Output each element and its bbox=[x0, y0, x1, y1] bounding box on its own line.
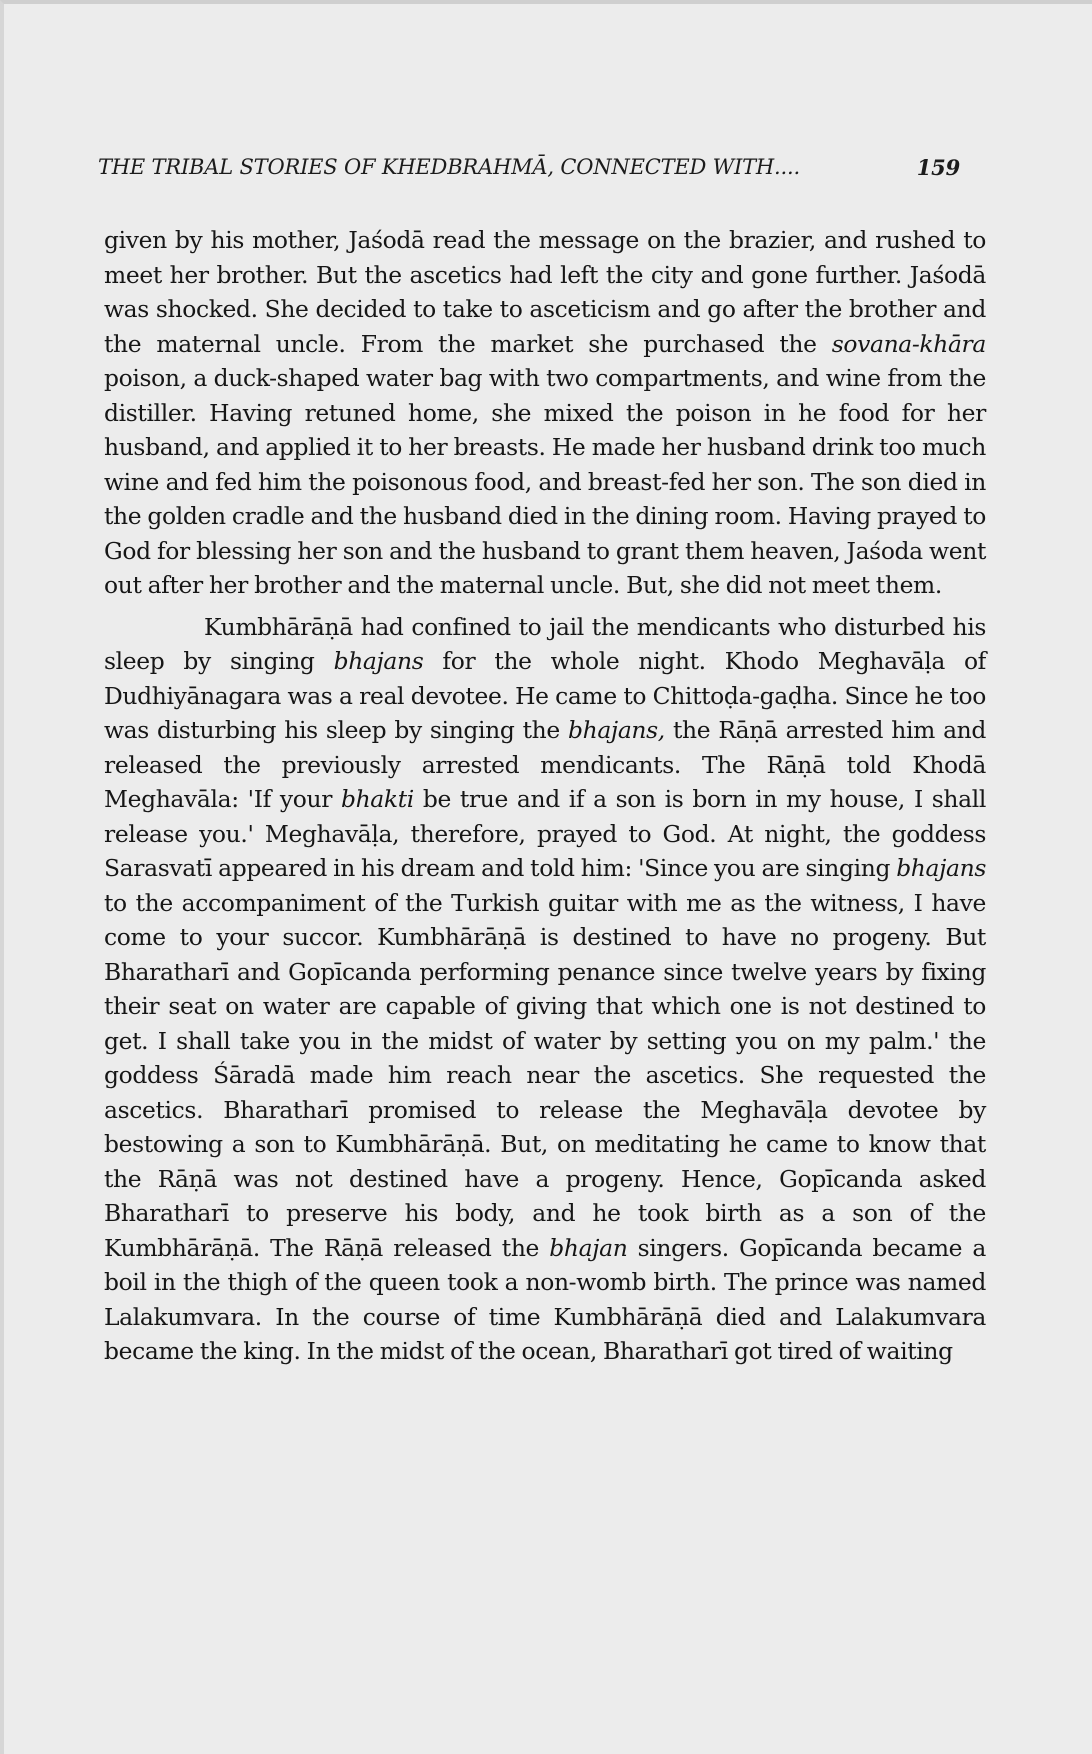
text-segment: singers. Gopīcanda became a boil in the thigh of the queen took a non-womb birth. The prince was named Lalakumvara. In the course of time Kumbhārāṇā died and Lalakumvara became the king. In the midst of the ocean, Bharatharī got tired of waiting bbox=[104, 1233, 987, 1365]
text-segment: poison, a duck-shaped water bag with two compartments, and wine from the distiller. Having retuned home, she mixed the poison in he food for her husband, and applied it to her breasts. He made her husband drink too much wine and fed him the poisonous food, and breast-fed her son. The son died in the golden cradle and the husband died in the dining room. Having prayed to God for blessing her son and the husband to grant them heaven, Jaśoda went out after her brother and the maternal uncle. But, she did not meet them. bbox=[104, 364, 986, 599]
text-segment: Kumbhārāṇā had confined to jail the mendicants who disturbed his sleep by singing bbox=[104, 612, 986, 675]
running-head bbox=[98, 155, 960, 185]
italic-term: bhajans bbox=[333, 647, 424, 675]
italic-term: bhakti bbox=[340, 785, 414, 813]
body-text bbox=[104, 223, 986, 1369]
text-segment: given by his mother, Jaśodā read the message on the brazier, and rushed to meet her brother. But the ascetics had left the city and gone further. Jaśodā was shocked. She decided to take to asceticism and go after the brother and the maternal uncle. From the market she purchased the bbox=[104, 226, 986, 358]
chapter-title: THE TRIBAL STORIES OF KHEDBRAHMĀ, CONNECTED WITH.... bbox=[98, 155, 800, 179]
page-number: 159 bbox=[916, 155, 960, 180]
text-segment: be true and if a son is born in my house, I shall release you.' Meghavāḷa, therefore, prayed to God. At night, the goddess Sarasvatī appeared in his dream and told him: 'Since you are singing bbox=[104, 785, 986, 882]
text-segment: to the accompaniment of the Turkish guitar with me as the witness, I have come to your succor. Kumbhārāṇā is destined to have no progeny. But Bharatharī and Gopīcanda performing penance since twelve years by fixing their seat on water are capable of giving that which one is not destined to get. I shall take you in the midst of water by setting you on my palm.' the goddess Śāradā made him reach near the ascetics. She requested the ascetics. Bharatharī promised to release the Meghavāḷa devotee by bestowing a son to Kumbhārāṇā. But, on meditating he came to know that the Rāṇā was not destined have a progeny. Hence, Gopīcanda asked Bharatharī to preserve his body, and he took birth as a son of the Kumbhārāṇā. The Rāṇā released the bbox=[104, 888, 986, 1262]
text-segment: the Rāṇā arrested him and released the previously arrested mendicants. The Rāṇā told Khodā Meghavāla: 'If your bbox=[104, 716, 987, 813]
paragraph-1 bbox=[104, 223, 986, 603]
text-segment: for the whole night. Khodo Meghavāḷa of Dudhiyānagara was a real devotee. He came to Chittoḍa-gaḍha. Since he too was disturbing his sleep by singing the bbox=[104, 647, 986, 744]
italic-term: sovana-khāra bbox=[831, 329, 986, 358]
italic-term: bhajans bbox=[896, 854, 986, 882]
italic-term: bhajans, bbox=[567, 716, 665, 744]
italic-term: bhajan bbox=[549, 1233, 628, 1262]
paragraph-2 bbox=[104, 610, 986, 1369]
